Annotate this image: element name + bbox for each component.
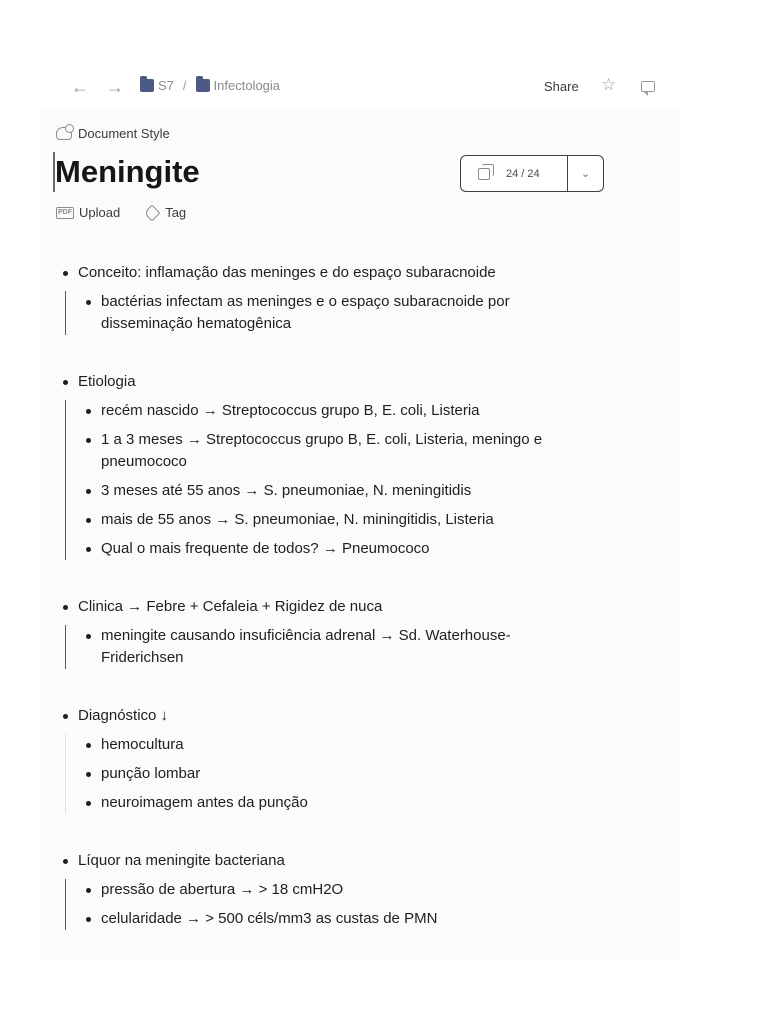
list-item[interactable]: neuroimagem antes da punção (83, 792, 573, 814)
document-body (60, 262, 620, 966)
upload-label: Upload (79, 205, 121, 220)
outline-section (60, 262, 620, 335)
list-item[interactable]: Líquor na meningite bacteriana (60, 850, 620, 872)
list-item[interactable]: 3 meses até 55 anos → S. pneumoniae, N. meningitidis (83, 480, 573, 502)
star-icon[interactable]: ☆ (601, 75, 617, 94)
nested-list (65, 734, 620, 814)
list-item[interactable]: celularidade → > 500 céls/mm3 as custas de PMN (83, 908, 573, 930)
nested-list (65, 291, 620, 335)
document-style-label: Document Style (78, 126, 170, 141)
nested-list (65, 400, 620, 560)
breadcrumb-separator: / (182, 78, 187, 93)
list-item[interactable]: Etiologia (60, 371, 620, 393)
outline-section (60, 850, 620, 930)
upload-button[interactable] (56, 205, 120, 220)
document-meta-bar (56, 205, 186, 220)
breadcrumb-label: S7 (158, 78, 174, 93)
tag-button[interactable] (146, 205, 186, 220)
outline-section (60, 371, 620, 560)
breadcrumb (140, 78, 280, 93)
nested-list (65, 625, 620, 669)
palette-icon (56, 127, 72, 140)
comment-icon[interactable] (641, 81, 655, 92)
list-item[interactable]: pressão de abertura → > 18 cmH2O (83, 879, 573, 901)
document-style-button[interactable] (56, 126, 170, 141)
list-item[interactable]: 1 a 3 meses → Streptococcus grupo B, E. coli, Listeria, meningo e pneumococo (83, 429, 573, 473)
folder-icon (140, 79, 154, 92)
tag-label: Tag (165, 205, 187, 220)
list-item[interactable]: Conceito: inflamação das meninges e do espaço subaracnoide (60, 262, 620, 284)
outline-section (60, 705, 620, 814)
list-item[interactable]: Diagnóstico ↓ (60, 705, 620, 727)
list-item[interactable]: Clinica → Febre + Cefaleia + Rigidez de nuca (60, 596, 620, 618)
nested-list (65, 879, 620, 930)
folder-icon (196, 79, 210, 92)
list-item[interactable]: meningite causando insuficiência adrenal → Sd. Waterhouse-Friderichsen (83, 625, 573, 669)
list-item[interactable]: punção lombar (83, 763, 573, 785)
page-title[interactable]: Meningite (53, 152, 200, 192)
breadcrumb-label: Infectologia (213, 78, 281, 93)
list-item[interactable]: recém nascido → Streptococcus grupo B, E. coli, Listeria (83, 400, 573, 422)
list-item[interactable]: Qual o mais frequente de todos? → Pneumococo (83, 538, 573, 560)
breadcrumb-item-s7[interactable] (140, 78, 174, 93)
page-pager (460, 155, 604, 192)
forward-arrow-icon[interactable]: → (106, 76, 124, 97)
list-item[interactable]: hemocultura (83, 734, 573, 756)
tag-icon (144, 204, 161, 221)
pager-dropdown-button[interactable] (567, 156, 603, 191)
list-item[interactable]: bactérias infectam as meninges e o espaço subaracnoide por disseminação hematogênica (83, 291, 573, 335)
back-arrow-icon[interactable]: ← (71, 76, 89, 97)
page-count: 24 / 24 (506, 167, 540, 180)
breadcrumb-item-infectologia[interactable] (196, 78, 281, 93)
copy-pages-button[interactable] (469, 168, 499, 180)
chevron-down-icon: ⌄ (580, 168, 591, 180)
copy-icon (478, 168, 490, 180)
top-bar (0, 70, 768, 106)
pdf-icon: PDF (56, 207, 74, 219)
outline-section (60, 596, 620, 669)
list-item[interactable]: mais de 55 anos → S. pneumoniae, N. miningitidis, Listeria (83, 509, 573, 531)
share-button[interactable]: Share (544, 79, 579, 94)
